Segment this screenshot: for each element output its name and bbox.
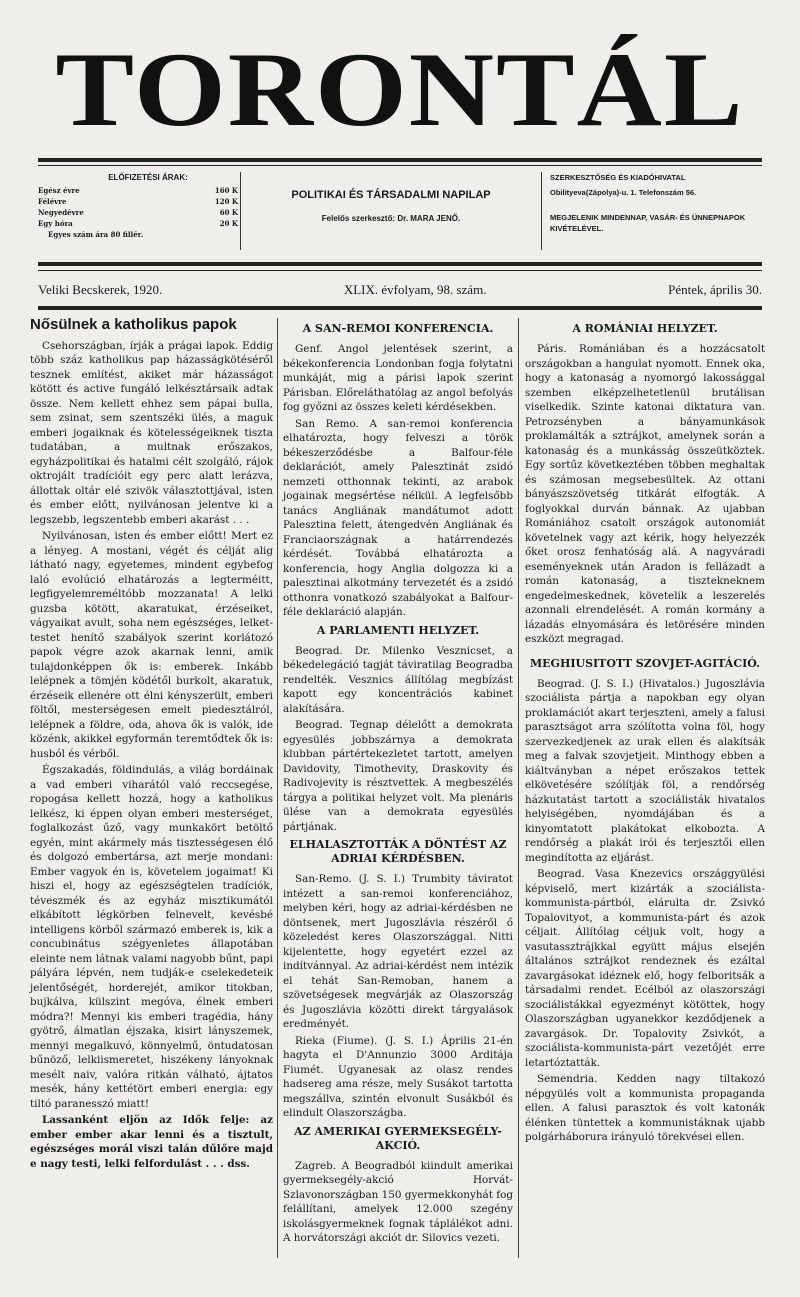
article-paragraph: Páris. Romániában és a hozzácsatolt országokban a hangulat nyomott. Ennek oka, hogy a katonaság a nyomorgó lakossággal szemben elképzelhetetlenül brutálisan viselkedik. Szinte katonai diktatura van. Petrozsényben a bányamunkások proklamálták a sztrájkot, amelynek során a katonaság és a munkásság összeütköztek. Egy sortűz következtében többen meghaltak és számosan megsebesültek. Az ottani bányászszövetség titkárát elfogták. A foglyokkal durván bánnak. Az ujabban Romániához csatolt országok autonomiát követelnek vagy azt kérik, hogy helyezzék őket orosz fenhatóság alá. A nagyváradi eseményeknek után Aradon is fellázadt a román katonaság, a tisztekneknem engedelmeskednek, követelik a leszerelés azonnali elrendelését. A román kormány a lázadás elnyomására és letörésére minden eszközt megragad. <box>525 343 765 645</box>
article-paragraph: Genf. Angol jelentések szerint, a békekonferencia Londonban fogja folytatni munkáját, mig a párisi lapok szerint Párisban. Előreláthatólag az angol befolyás fog győzni az összes keleti kérdésekben. <box>283 343 513 413</box>
article-paragraph: Zagreb. A Beogradból kiindult amerikai gyermeksegély-akció Horvát-Szlavonországban 150 gyermekkonyhát fog felállítani, amelyek 12.000 szegény iskolásgyermeknek fognak táplálékot adni. A horvátországi akciót dr. Silovics vezeti. <box>283 1159 513 1244</box>
dateline-rule <box>38 306 762 310</box>
single-copy-price: Egyes szám ára 80 fillér. <box>48 230 144 239</box>
article-paragraph: Rieka (Fiume). (J. S. I.) Április 21-én hagyta el D'Annunzio 3000 Arditája Fiumét. Ugyanesak az olasz rendes hadsereg ama része, mely Susákot tartotta megszállva, szintén elvonult Susákból és elindult Olaszországba. <box>283 1034 513 1119</box>
article-paragraph: Beograd. (J. S. I.) (Hivatalos.) Jugoszlávia szociálista pártja a napokban egy olyan proklamációt akart terjeszteni, amely a falusi parasztságot arra szólította volna föl, hogy szervezkedjenek az urak ellen és alakítsák meg a falvak szovjetjeit. Minthogy ebben a kiáltványban a népet erőszakos tettek elkövetésére szólítják föl, a rendőrség házkutatást tartott a szociálisták hivatalos helyiségében, nyomdájában és a kinyomtatott plakátokat elkobozta. A rendőrség a plakát irói és terjesztői ellen megindította az eljárást. <box>525 677 765 864</box>
column-divider <box>277 318 278 1258</box>
paper-subtitle: POLITIKAI ÉS TÁRSADALMI NAPILAP <box>291 189 491 201</box>
column-1 <box>30 318 273 1173</box>
column-3 <box>525 318 765 1147</box>
article-title: ELHALASZTOTTÁK A DÖNTÉST AZ ADRIAI KÉRDÉSBEN. <box>289 838 507 865</box>
dateline <box>38 282 762 302</box>
article-title: A PARLAMENTI HELYZET. <box>316 623 480 637</box>
article-title: A SAN-REMOI KONFERENCIA. <box>302 322 494 335</box>
article-paragraph: Csehországban, írják a prágai lapok. Eddig több száz katholikus pap házasságkötéséről tesznek említést, akiket már házasságot kötött és active fungáló lelkésztársaik adtak össze. Nem kellett ehhez sem pápai bulla, sem zsinat, sem szentszéki ülés, a maguk emberi jogaiknak és kötelességeiknek tiszta tudatában, a multnak erőszakos, egyházpolitikai és hatalmi célt szolgáló, rájok oktrojált tradícióit egy perc alatt lerázva, állottak oltár elé szivök választottjával, isten és ember előtt, nyilvánosan jelentve ki a legszebb, legszentebb emberi akarást . . . <box>30 339 273 526</box>
paper-subtitle-block <box>240 172 542 250</box>
article-paragraph: San Remo. A san-remoi konferencia elhatározta, hogy felveszi a török békeszerződésbe a Balfour-féle deklarációt, amely Palesztinát zsidó nemzeti otthonnak tekinti, az arabok jogainak megsértése nélkül. A legfelsőbb tanács Angliának mandátumot adott Palesztina felett, átengedvén Angliának és Franciaországnak a határrendezés kérdését. Továbbá elhatározta a konferencia, hogy Anglia dolgozza ki a palesztinai alkotmány tervezetét és a zsidó otthonra vonatkozó szabályokat a Balfour-féle deklaráció alapján. <box>283 417 513 618</box>
dateline-place: Veliki Becskerek, 1920. <box>38 282 163 297</box>
price-row: Negyedévre 60 K <box>38 208 238 217</box>
prices-title: ELŐFIZETÉSI ÁRAK: <box>108 173 188 182</box>
article-title: A ROMÁNIAI HELYZET. <box>572 322 718 335</box>
article-paragraph: San-Remo. (J. S. I.) Trumbity táviratot intézett a san-remoi konferenciához, melyben kéri, hogy az adriai-kérdésben ne döntsenek, mert Jugoszlávia részéről ő közeledést keres Olaszországgal. Nitti kijelentette, hogy egyetért ezzel az indítvánnyal. Az adriai-kérdést nem intézik el tehát San-Remoban, hanem a szövetségesek megvárják az Olaszország és Jugoszlávia közötti direkt tárgyalások eredményét. <box>283 873 513 1030</box>
dateline-issue: XLIX. évfolyam, 98. szám. <box>343 282 487 297</box>
column-2 <box>283 318 513 1248</box>
article-paragraph: Beograd. Dr. Milenko Vesznicset, a békedelegáció tagját táviratilag Beogradba rendelték. Vesznics állítólag megbízást kapott egy koncentrációs kabinet alakítására. <box>283 644 513 715</box>
editor-line: Felelős szerkesztő: Dr. MARA JENŐ. <box>321 214 461 223</box>
article-paragraph: Égszakadás, földindulás, a világ bordáinak a vad emberi viharától való reccsegése, ropogása kellett hozzá, hogy a katholikus lelkész, ki éppen olyan emberi mesterséget, foglalkozást űző, vagy munkakört betöltő egyén, mint akármely más tisztességesen élő és dolgozó embertársa, azt merje mondani: Ember vagyok én is, követelem jogaimat! Ki hiszi el, hogy az egészségtelen tradíciók, téveszmék és az egyház misztikumától elkábított légkörben felnevelt, kevésbé intelligens körből származó emberek is, kik a concubinátus szégyenletes állapotában eleinte nem látnak valami nagyobb bűnt, papi pályára lépvén, nem tudják-e cselekedeteik jelentőségét, horderejét, amikor titokban, bujkálva, külszint megóva, élnek emberi módra?! Mennyi kis emberi tragédia, hány gyötrő, álmatlan éjszaka, kisirt lányszemek, mennyi megalkuvó, könnyelmű, öntudatosan bűnöző, lelkiismeretet, hiszékeny lányoknak mesélt naiv, valóra ritkán válható, ájtatos mesék, hány kettétört emberi energia: egy tiltó paranesszó miatt! <box>30 764 273 1110</box>
article-paragraph: Beograd. Tegnap délelőtt a demokrata egyesülés jobbszárnya a demokrata klubban pártértekezletet tartott, amelyen Davidovity, Timothevity, Draskovity és Radivojevity is résztvettek. A megbeszélés tárgya a politikai helyzet volt. Ma plenáris ülése van a demokrata egyesülés pártjának. <box>283 719 513 833</box>
masthead-title: TORONTÁL <box>55 30 745 149</box>
article-title: MEGHIUSITOTT SZOVJET-AGITÁCIÓ. <box>529 656 761 670</box>
article-title: AZ AMERIKAI GYERMEKSEGÉLY-AKCIÓ. <box>294 1124 502 1152</box>
publication-note: MEGJELENIK MINDENNAP, VASÁR- ÉS ÜNNEPNAPOK KIVÉTELÉVEL. <box>550 213 746 233</box>
article-paragraph: Beograd. Vasa Knezevics országgyülési képviselő, mert kizárták a szociálista-kommunista-pártból, elárulta dr. Zsivkó Topalovityot, a kommunista-párt és azok céljait. Állítólag céljuk volt, hogy a vasutassztrájkkal együtt május elsején általános sztrájkot rendeznek és ezáltal zavargásokat idéznek elő, hogy felboritsák a társadalmi rendet. Ecélból az olaszországi szociálistákkal egyezményt kötöttek, hogy Olaszországban ugyanekkor kezdődjenek a zavargások. Dr. Topalovity Zsivkót, a szociálista-kommunista-párt vezetőjét erre letartóztatták. <box>525 868 765 1069</box>
price-row: Egész évre 160 K <box>38 186 238 195</box>
price-row: Egy hóra 20 K <box>38 219 238 228</box>
header-rule-thin <box>38 270 762 271</box>
column-divider <box>518 318 519 1258</box>
office-title: SZERKESZTŐSÉG ÉS KIADÓHIVATAL <box>550 173 686 182</box>
article-paragraph: Lassanként eljön az Idők felje: az ember ember akar lenni és a tisztult, egészséges morál viszi talán dűlőre majd e nagy testi, lelki felfordulást . . . dss. <box>30 1114 273 1170</box>
article-title: Nősülnek a katholikus papok <box>30 316 237 333</box>
office-info <box>550 172 762 250</box>
masthead-rule <box>38 158 762 162</box>
article-paragraph: Nyilvánosan, isten és ember előtt! Mert ez a lényeg. A mostani, végét és célját alig látható nagy, egyetemes, mindent egybefog laló evolúció elhatározás a legterméitt, legfigyelemreméltóbb mozzanata! A lelki guzsba kötött, akaratukat, érzéseiket, vágyaikat avult, soha nem egészséges, lelket-testet henítő szabályok szerint korlátozó papok végre azok akarnak lenni, amik tulajdonképpen ők is: emberek. Inkább lelépnek a tömjén ködétől burkolt, akaratuk, érzéseik ellenére ott élni kényszerült, emberi föltől, mesterségesen emelt piedesztálról, lelépnek a földre, oda, ahova ők is valók, ide közénk, akikkel egyformán teremtődtek ők is: husból és vérből. <box>30 530 273 760</box>
subscription-prices <box>38 172 238 250</box>
price-row: Félévre 120 K <box>38 197 238 206</box>
masthead-rule-thin <box>38 165 762 166</box>
header-rule <box>38 262 762 266</box>
article-paragraph: Semendria. Kedden nagy tiltakozó népgyülés volt a kommunista propaganda ellen. A falusi parasztok és volt katonák élénken tüntettek a kommunistáknak ujabb polgárháborura irányuló törekvései ellen. <box>525 1073 765 1143</box>
office-address: Obilityeva(Zápolya)-u. 1. Telefonszám 56. <box>550 188 697 197</box>
dateline-date: Péntek, április 30. <box>668 282 762 297</box>
